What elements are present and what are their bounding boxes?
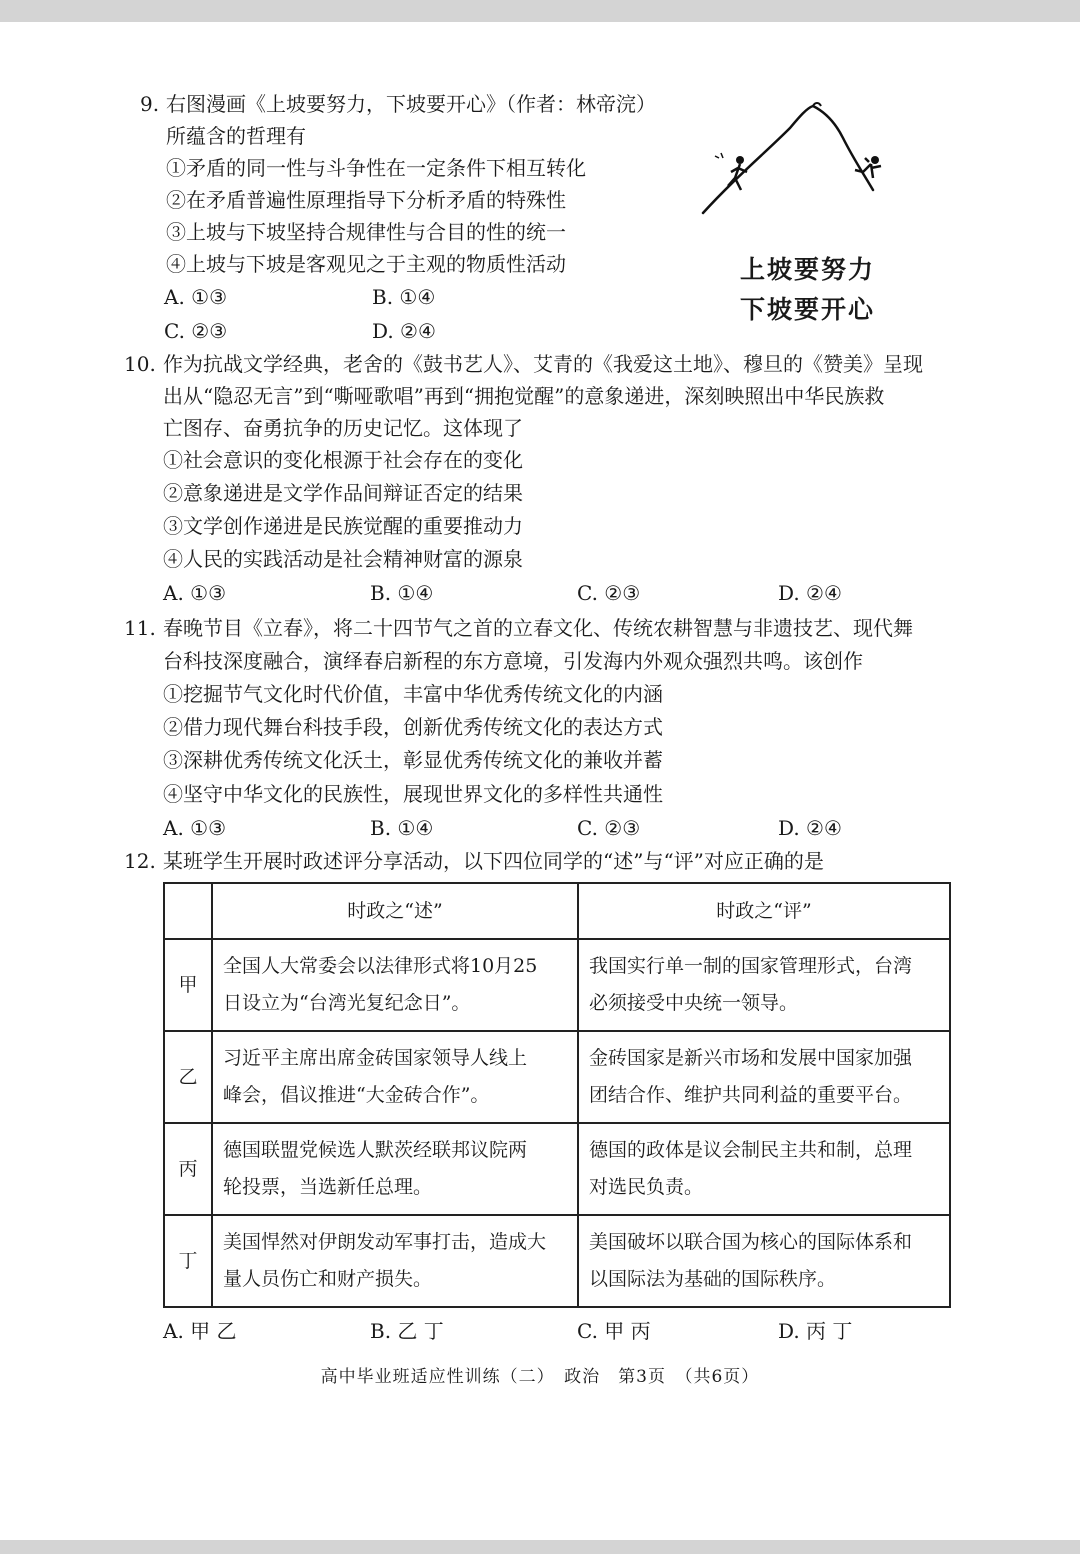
table-header-row <box>164 883 950 939</box>
q11-option-a[interactable]: A. ①③ <box>163 816 227 840</box>
scan-bottom-border <box>0 1540 1080 1554</box>
q10-stem-line1: 作为抗战文学经典，老舍的《鼓书艺人》、艾青的《我爱这土地》、穆旦的《赞美》呈现 <box>163 352 923 376</box>
cartoon-mountain-image <box>695 98 895 228</box>
q9-option-d[interactable]: D. ②④ <box>372 319 436 343</box>
q9-option-a[interactable]: A. ①③ <box>164 285 228 309</box>
q10-item-3: ③文学创作递进是民族觉醒的重要推动力 <box>163 514 523 538</box>
q11-item-1: ①挖掘节气文化时代价值，丰富中华优秀传统文化的内涵 <box>163 682 663 706</box>
q10-stem-line3: 亡图存、奋勇抗争的历史记忆。这体现了 <box>163 416 523 440</box>
row-ping-line: 必须接受中央统一领导。 <box>589 992 799 1014</box>
row-shu-line: 峰会，倡议推进“大金砖合作”。 <box>223 1084 490 1106</box>
q9-item-3: ③上坡与下坡坚持合规律性与合目的性的统一 <box>166 220 566 244</box>
table-header-shu: 时政之“述” <box>212 883 578 939</box>
row-shu <box>212 939 578 1031</box>
row-ping <box>578 939 950 1031</box>
q11-item-4: ④坚守中华文化的民族性，展现世界文化的多样性共通性 <box>163 782 663 806</box>
q11-option-c[interactable]: C. ②③ <box>577 816 641 840</box>
q11-option-b[interactable]: B. ①④ <box>370 816 434 840</box>
q11-option-d[interactable]: D. ②④ <box>778 816 842 840</box>
row-key: 乙 <box>164 1031 212 1123</box>
cartoon-caption-line2: 下坡要开心 <box>740 295 876 324</box>
q9-item-2: ②在矛盾普遍性原理指导下分析矛盾的特殊性 <box>166 188 566 212</box>
row-shu-line: 量人员伤亡和财产损失。 <box>223 1268 433 1290</box>
row-key: 甲 <box>164 939 212 1031</box>
table-row <box>164 1215 950 1307</box>
q10-stem-line2: 出从“隐忍无言”到“嘶哑歌唱”再到“拥抱觉醒”的意象递进，深刻映照出中华民族救 <box>163 384 885 408</box>
table-header-ping: 时政之“评” <box>578 883 950 939</box>
row-ping-line: 以国际法为基础的国际秩序。 <box>589 1268 837 1290</box>
q12-table <box>163 882 951 1308</box>
row-key: 丁 <box>164 1215 212 1307</box>
row-shu-line: 全国人大常委会以法律形式将10月25 <box>223 955 538 977</box>
row-ping <box>578 1215 950 1307</box>
row-shu-line: 日设立为“台湾光复纪念日”。 <box>223 992 471 1014</box>
row-shu-line: 美国悍然对伊朗发动军事打击，造成大 <box>223 1231 547 1253</box>
q12-option-c[interactable]: C. 甲 丙 <box>577 1319 651 1343</box>
q9-stem-line1: 右图漫画《上坡要努力，下坡要开心》（作者：林帝浣） <box>166 92 656 116</box>
q11-item-2: ②借力现代舞台科技手段，创新优秀传统文化的表达方式 <box>163 715 663 739</box>
q11-stem-line1: 春晚节目《立春》，将二十四节气之首的立春文化、传统农耕智慧与非遗技艺、现代舞 <box>163 616 913 640</box>
q9-stem-line2: 所蕴含的哲理有 <box>166 124 306 148</box>
climbing-figure-icon <box>715 153 747 190</box>
q10-item-4: ④人民的实践活动是社会精神财富的源泉 <box>163 547 523 571</box>
q12-stem: 某班学生开展时政述评分享活动，以下四位同学的“述”与“评”对应正确的是 <box>163 849 824 873</box>
table-row <box>164 1031 950 1123</box>
page-footer: 高中毕业班适应性训练（二） 政治 第3页 （共6页） <box>320 1367 760 1387</box>
q9-option-b[interactable]: B. ①④ <box>372 285 436 309</box>
q10-option-a[interactable]: A. ①③ <box>163 581 227 605</box>
q10-option-d[interactable]: D. ②④ <box>778 581 842 605</box>
table-row <box>164 939 950 1031</box>
row-ping-line: 团结合作、维护共同利益的重要平台。 <box>589 1084 913 1106</box>
row-ping-line: 我国实行单一制的国家管理形式，台湾 <box>589 955 913 977</box>
q10-item-1: ①社会意识的变化根源于社会存在的变化 <box>163 448 523 472</box>
q11-item-3: ③深耕优秀传统文化沃土，彰显优秀传统文化的兼收并蓄 <box>163 748 663 772</box>
table-row <box>164 1123 950 1215</box>
row-ping-line: 德国的政体是议会制民主共和制，总理 <box>589 1139 913 1161</box>
row-shu <box>212 1123 578 1215</box>
q12-number: 12. <box>124 849 156 873</box>
table-header-blank <box>164 883 212 939</box>
row-ping-line: 美国破坏以联合国为核心的国际体系和 <box>589 1231 913 1253</box>
row-shu-line: 德国联盟党候选人默茨经联邦议院两 <box>223 1139 528 1161</box>
row-ping <box>578 1031 950 1123</box>
row-key: 丙 <box>164 1123 212 1215</box>
cartoon-caption-line1: 上坡要努力 <box>740 255 876 284</box>
row-shu <box>212 1031 578 1123</box>
q11-number: 11. <box>124 616 156 640</box>
row-shu-line: 习近平主席出席金砖国家领导人线上 <box>223 1047 528 1069</box>
scan-top-border <box>0 0 1080 22</box>
q12-option-a[interactable]: A. 甲 乙 <box>163 1319 237 1343</box>
q12-option-d[interactable]: D. 丙 丁 <box>778 1319 853 1343</box>
row-ping-line: 金砖国家是新兴市场和发展中国家加强 <box>589 1047 913 1069</box>
q11-stem-line2: 台科技深度融合，演绎春启新程的东方意境，引发海内外观众强烈共鸣。该创作 <box>163 649 863 673</box>
q9-item-4: ④上坡与下坡是客观见之于主观的物质性活动 <box>166 252 566 276</box>
q10-option-c[interactable]: C. ②③ <box>577 581 641 605</box>
q9-item-1: ①矛盾的同一性与斗争性在一定条件下相互转化 <box>166 156 586 180</box>
row-ping <box>578 1123 950 1215</box>
q9-number: 9. <box>140 92 160 116</box>
q9-option-c[interactable]: C. ②③ <box>164 319 228 343</box>
q10-item-2: ②意象递进是文学作品间辩证否定的结果 <box>163 481 523 505</box>
q12-option-b[interactable]: B. 乙 丁 <box>370 1319 444 1343</box>
row-shu-line: 轮投票，当选新任总理。 <box>223 1176 433 1198</box>
row-ping-line: 对选民负责。 <box>589 1176 704 1198</box>
q10-number: 10. <box>124 352 156 376</box>
q10-option-b[interactable]: B. ①④ <box>370 581 434 605</box>
row-shu <box>212 1215 578 1307</box>
